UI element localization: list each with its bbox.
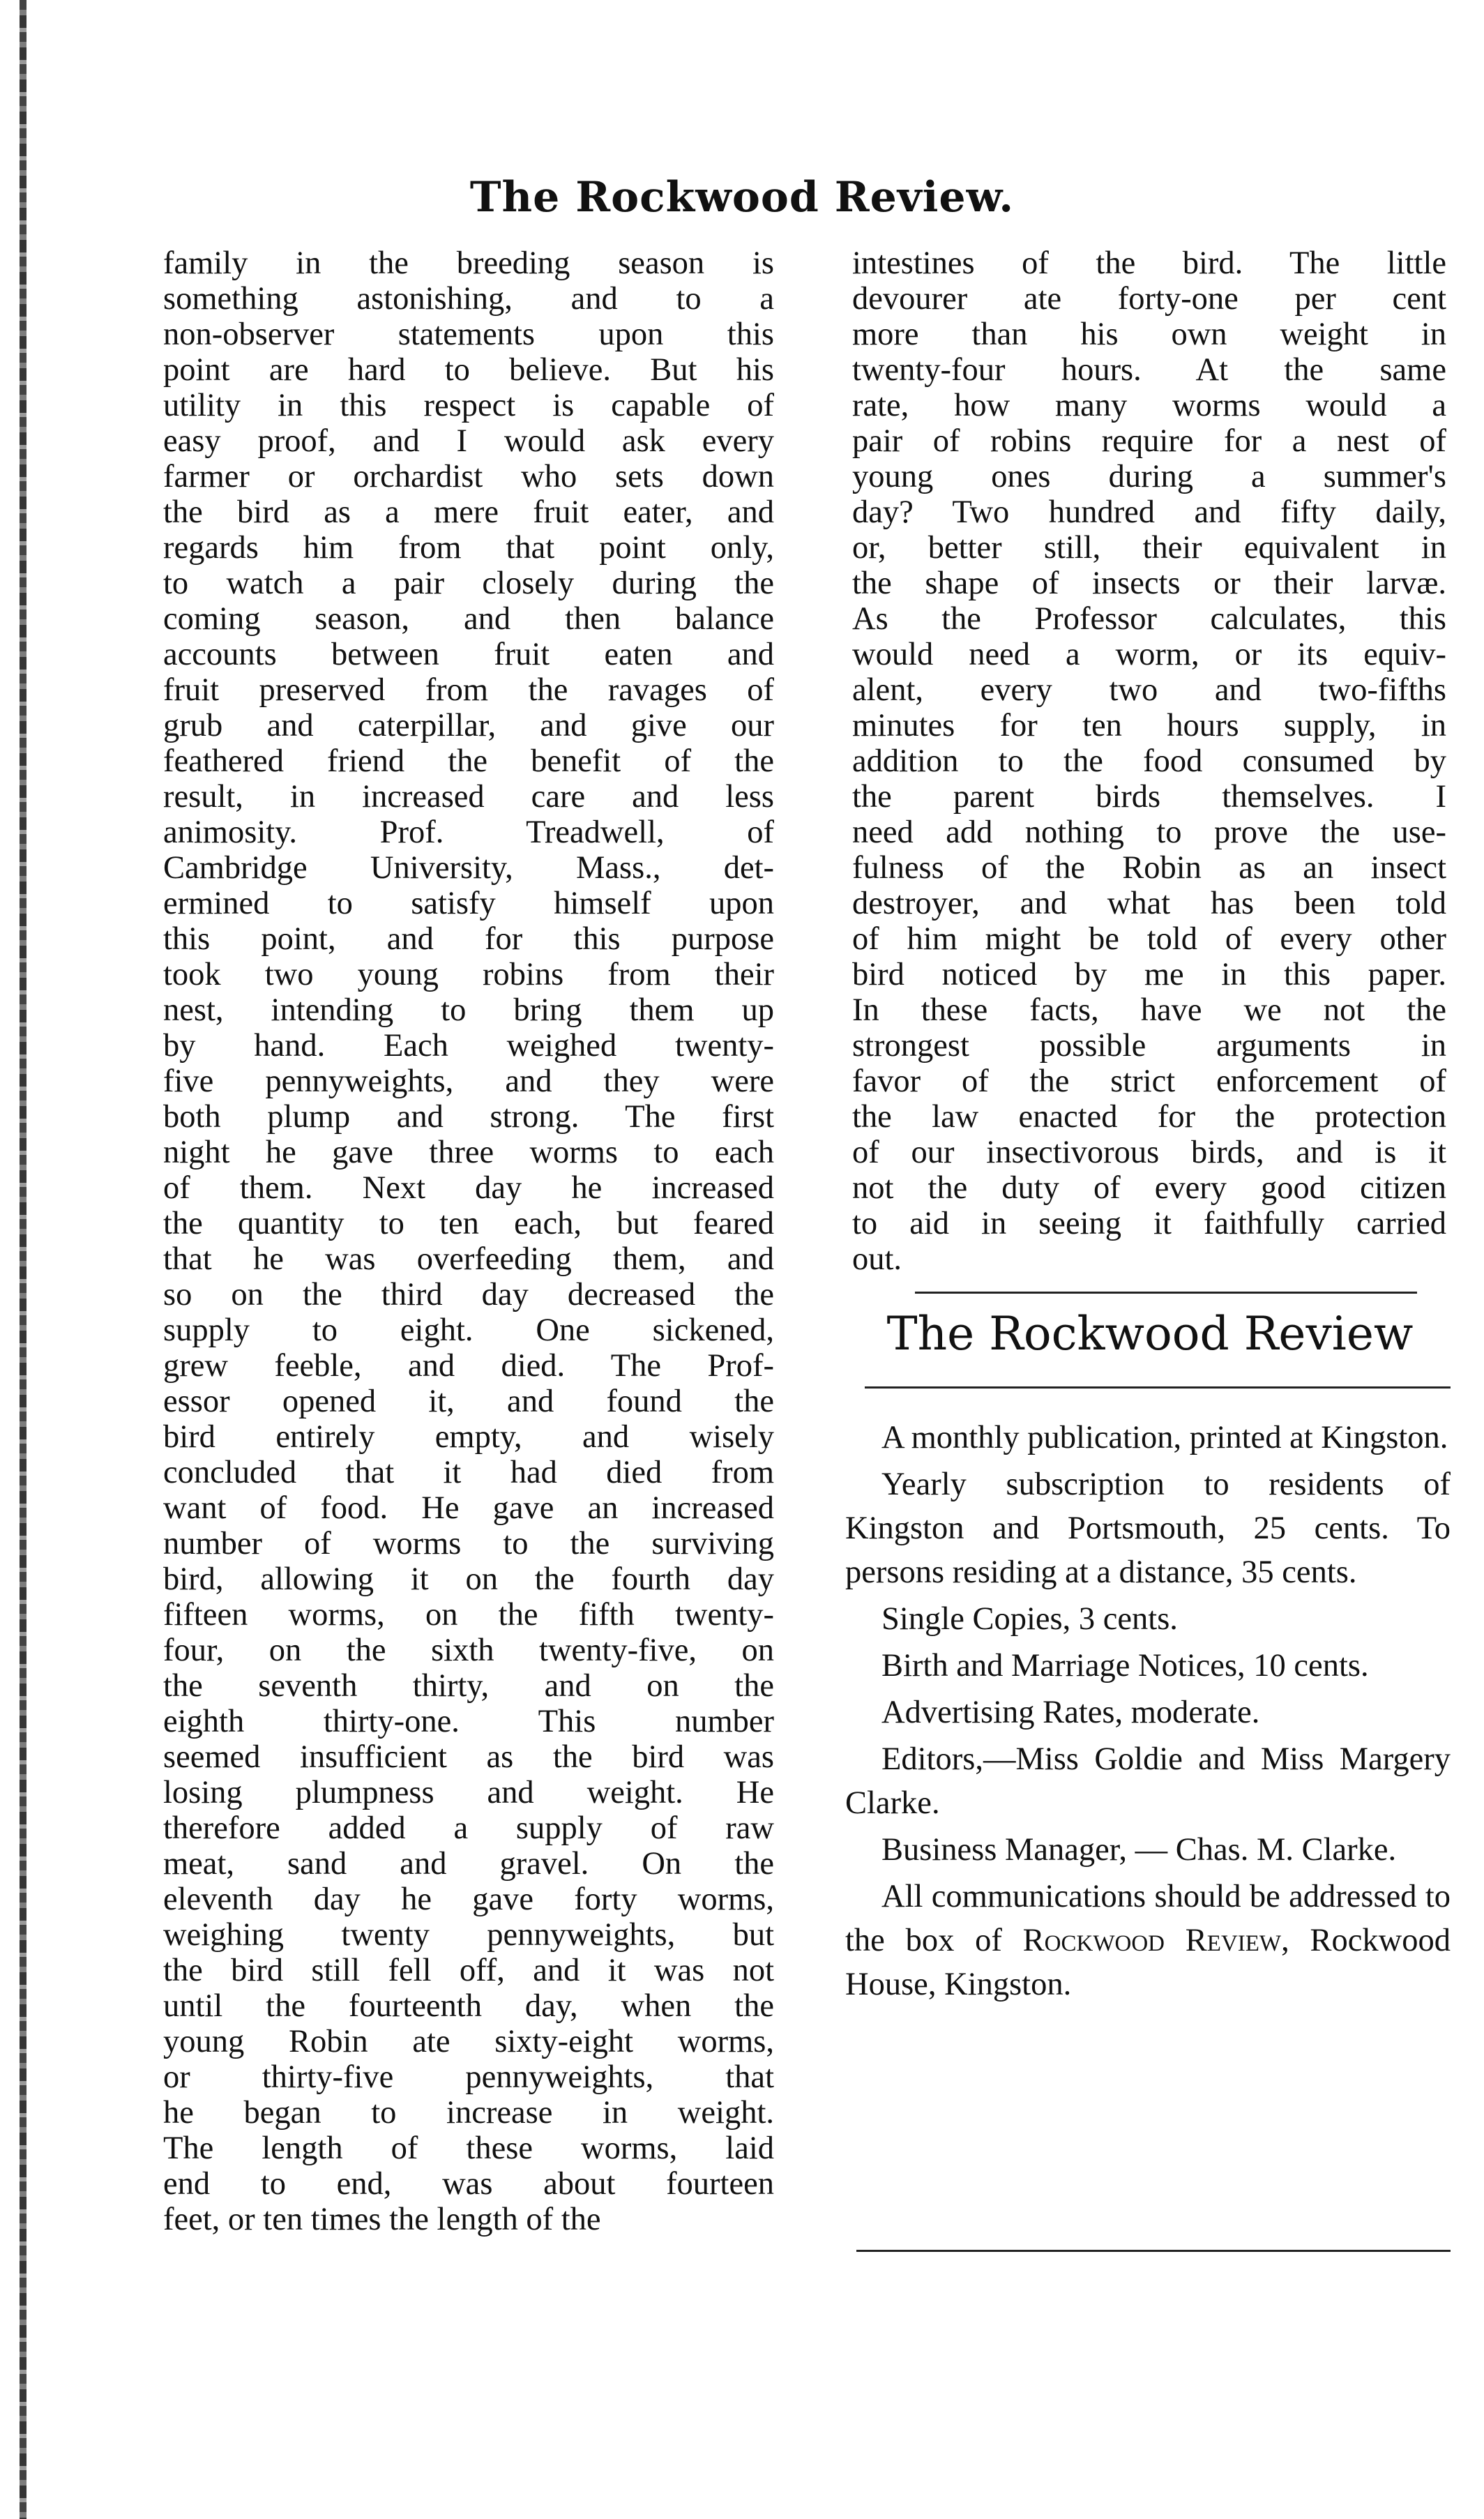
text-line: four, on the sixth twenty-five, on bbox=[163, 1633, 774, 1668]
text-line: supply to eight. One sickened, bbox=[163, 1313, 774, 1348]
text-line: or, better still, their equivalent in bbox=[852, 530, 1446, 566]
text-line: feathered friend the benefit of the bbox=[163, 743, 774, 779]
text-line: number of worms to the surviving bbox=[163, 1526, 774, 1561]
text-line: non-observer statements upon this bbox=[163, 317, 774, 352]
article-column-left bbox=[163, 245, 774, 2237]
text-line: would need a worm, or its equiv- bbox=[852, 637, 1446, 672]
text-line: farmer or orchardist who sets down bbox=[163, 459, 774, 494]
text-line: something astonishing, and to a bbox=[163, 281, 774, 317]
text-line: the bird still fell off, and it was not bbox=[163, 1953, 774, 1988]
text-line: fulness of the Robin as an insect bbox=[852, 850, 1446, 886]
text-line: fruit preserved from the ravages of bbox=[163, 672, 774, 708]
text-line: ermined to satisfy himself upon bbox=[163, 886, 774, 921]
text-line: not the duty of every good citizen bbox=[852, 1170, 1446, 1206]
text-line: destroyer, and what has been told bbox=[852, 886, 1446, 921]
text-line: need add nothing to prove the use- bbox=[852, 815, 1446, 850]
info-single-copies: Single Copies, 3 cents. bbox=[881, 1601, 1178, 1637]
text-line: As the Professor calculates, this bbox=[852, 601, 1446, 637]
text-line: result, in increased care and less bbox=[163, 779, 774, 815]
text-line: this point, and for this purpose bbox=[163, 921, 774, 957]
text-line: therefore added a supply of raw bbox=[163, 1810, 774, 1846]
text-line: more than his own weight in bbox=[852, 317, 1446, 352]
info-editors: Editors,—Miss Goldie and Miss Margery Clarke. bbox=[845, 1741, 1451, 1821]
text-line: devourer ate forty-one per cent bbox=[852, 281, 1446, 317]
info-notices: Birth and Marriage Notices, 10 cents. bbox=[881, 1648, 1369, 1684]
text-line: that he was overfeeding them, and bbox=[163, 1241, 774, 1277]
rule-bottom bbox=[856, 2250, 1451, 2252]
text-line: twenty-four hours. At the same bbox=[852, 352, 1446, 388]
text-line: night he gave three worms to each bbox=[163, 1135, 774, 1170]
info-business-manager: Business Manager, — Chas. M. Clarke. bbox=[881, 1832, 1397, 1868]
text-line: In these facts, have we not the bbox=[852, 992, 1446, 1028]
text-line: young Robin ate sixty-eight worms, bbox=[163, 2024, 774, 2059]
text-line: until the fourteenth day, when the bbox=[163, 1988, 774, 2024]
text-line: the bird as a mere fruit eater, and bbox=[163, 494, 774, 530]
text-line: essor opened it, and found the bbox=[163, 1384, 774, 1419]
text-line: favor of the strict enforcement of bbox=[852, 1064, 1446, 1099]
text-line: the quantity to ten each, but feared bbox=[163, 1206, 774, 1241]
info-subscription: Yearly subscription to residents of Kingston and Portsmouth, 25 cents. To persons residing at a distance, 35 cents. bbox=[845, 1467, 1451, 1590]
text-line: both plump and strong. The first bbox=[163, 1099, 774, 1135]
text-line: easy proof, and I would ask every bbox=[163, 423, 774, 459]
binding-edge bbox=[20, 0, 26, 2519]
text-line: he began to increase in weight. bbox=[163, 2095, 774, 2131]
text-line: of our insectivorous birds, and is it bbox=[852, 1135, 1446, 1170]
text-line: minutes for ten hours supply, in bbox=[852, 708, 1446, 743]
text-line: The length of these worms, laid bbox=[163, 2131, 774, 2166]
text-line: the shape of insects or their larvæ. bbox=[852, 566, 1446, 601]
text-line: to aid in seeing it faithfully carried bbox=[852, 1206, 1446, 1241]
text-line: alent, every two and two-fifths bbox=[852, 672, 1446, 708]
text-line: pair of robins require for a nest of bbox=[852, 423, 1446, 459]
text-line: losing plumpness and weight. He bbox=[163, 1775, 774, 1810]
info-communications-text: All communications should be addressed to the box of bbox=[845, 1879, 1451, 1958]
text-line: of him might be told of every other bbox=[852, 921, 1446, 957]
text-line: took two young robins from their bbox=[163, 957, 774, 992]
text-line: feet, or ten times the length of the bbox=[163, 2202, 601, 2237]
text-line: grub and caterpillar, and give our bbox=[163, 708, 774, 743]
rule-after-article bbox=[915, 1292, 1417, 1294]
text-line: by hand. Each weighed twenty- bbox=[163, 1028, 774, 1064]
text-line: to watch a pair closely during the bbox=[163, 566, 774, 601]
text-line: eleventh day he gave forty worms, bbox=[163, 1882, 774, 1917]
text-line: bird noticed by me in this paper. bbox=[852, 957, 1446, 992]
text-line: five pennyweights, and they were bbox=[163, 1064, 774, 1099]
text-line: nest, intending to bring them up bbox=[163, 992, 774, 1028]
text-line: addition to the food consumed by bbox=[852, 743, 1446, 779]
text-line: point are hard to believe. But his bbox=[163, 352, 774, 388]
text-line: the law enacted for the protection bbox=[852, 1099, 1446, 1135]
text-line: eighth thirty-one. This number bbox=[163, 1704, 774, 1739]
info-publication: A monthly publication, printed at Kingston. bbox=[881, 1420, 1448, 1455]
text-line: bird entirely empty, and wisely bbox=[163, 1419, 774, 1455]
text-line: bird, allowing it on the fourth day bbox=[163, 1561, 774, 1597]
info-communications-end: , Rockwood House, Kingston. bbox=[845, 1923, 1451, 2002]
text-line: coming season, and then balance bbox=[163, 601, 774, 637]
text-line: intestines of the bird. The little bbox=[852, 245, 1446, 281]
text-line: the parent birds themselves. I bbox=[852, 779, 1446, 815]
text-line: fifteen worms, on the fifth twenty- bbox=[163, 1597, 774, 1633]
text-line: weighing twenty pennyweights, but bbox=[163, 1917, 774, 1953]
text-line: rate, how many worms would a bbox=[852, 388, 1446, 423]
text-line: of them. Next day he increased bbox=[163, 1170, 774, 1206]
publication-info bbox=[845, 1416, 1451, 2009]
masthead: The Rockwood Review bbox=[886, 1307, 1414, 1361]
text-line: meat, sand and gravel. On the bbox=[163, 1846, 774, 1882]
text-line: concluded that it had died from bbox=[163, 1455, 774, 1490]
text-line: so on the third day decreased the bbox=[163, 1277, 774, 1313]
info-communications-name: Rockwood Review bbox=[1022, 1923, 1282, 1958]
text-line: Cambridge University, Mass., det- bbox=[163, 850, 774, 886]
text-line: end to end, was about fourteen bbox=[163, 2166, 774, 2202]
info-advertising: Advertising Rates, moderate. bbox=[881, 1695, 1260, 1730]
running-head: The Rockwood Review. bbox=[469, 173, 1015, 222]
text-line: utility in this respect is capable of bbox=[163, 388, 774, 423]
info-communications bbox=[845, 1875, 1451, 2006]
text-line: out. bbox=[852, 1241, 902, 1277]
text-line: family in the breeding season is bbox=[163, 245, 774, 281]
text-line: day? Two hundred and fifty daily, bbox=[852, 494, 1446, 530]
text-line: or thirty-five pennyweights, that bbox=[163, 2059, 774, 2095]
text-line: the seventh thirty, and on the bbox=[163, 1668, 774, 1704]
text-line: want of food. He gave an increased bbox=[163, 1490, 774, 1526]
text-line: grew feeble, and died. The Prof- bbox=[163, 1348, 774, 1384]
article-column-right bbox=[852, 245, 1446, 1277]
text-line: strongest possible arguments in bbox=[852, 1028, 1446, 1064]
text-line: regards him from that point only, bbox=[163, 530, 774, 566]
rule-under-masthead bbox=[865, 1386, 1451, 1389]
text-line: seemed insufficient as the bird was bbox=[163, 1739, 774, 1775]
text-line: young ones during a summer's bbox=[852, 459, 1446, 494]
text-line: animosity. Prof. Treadwell, of bbox=[163, 815, 774, 850]
text-line: accounts between fruit eaten and bbox=[163, 637, 774, 672]
